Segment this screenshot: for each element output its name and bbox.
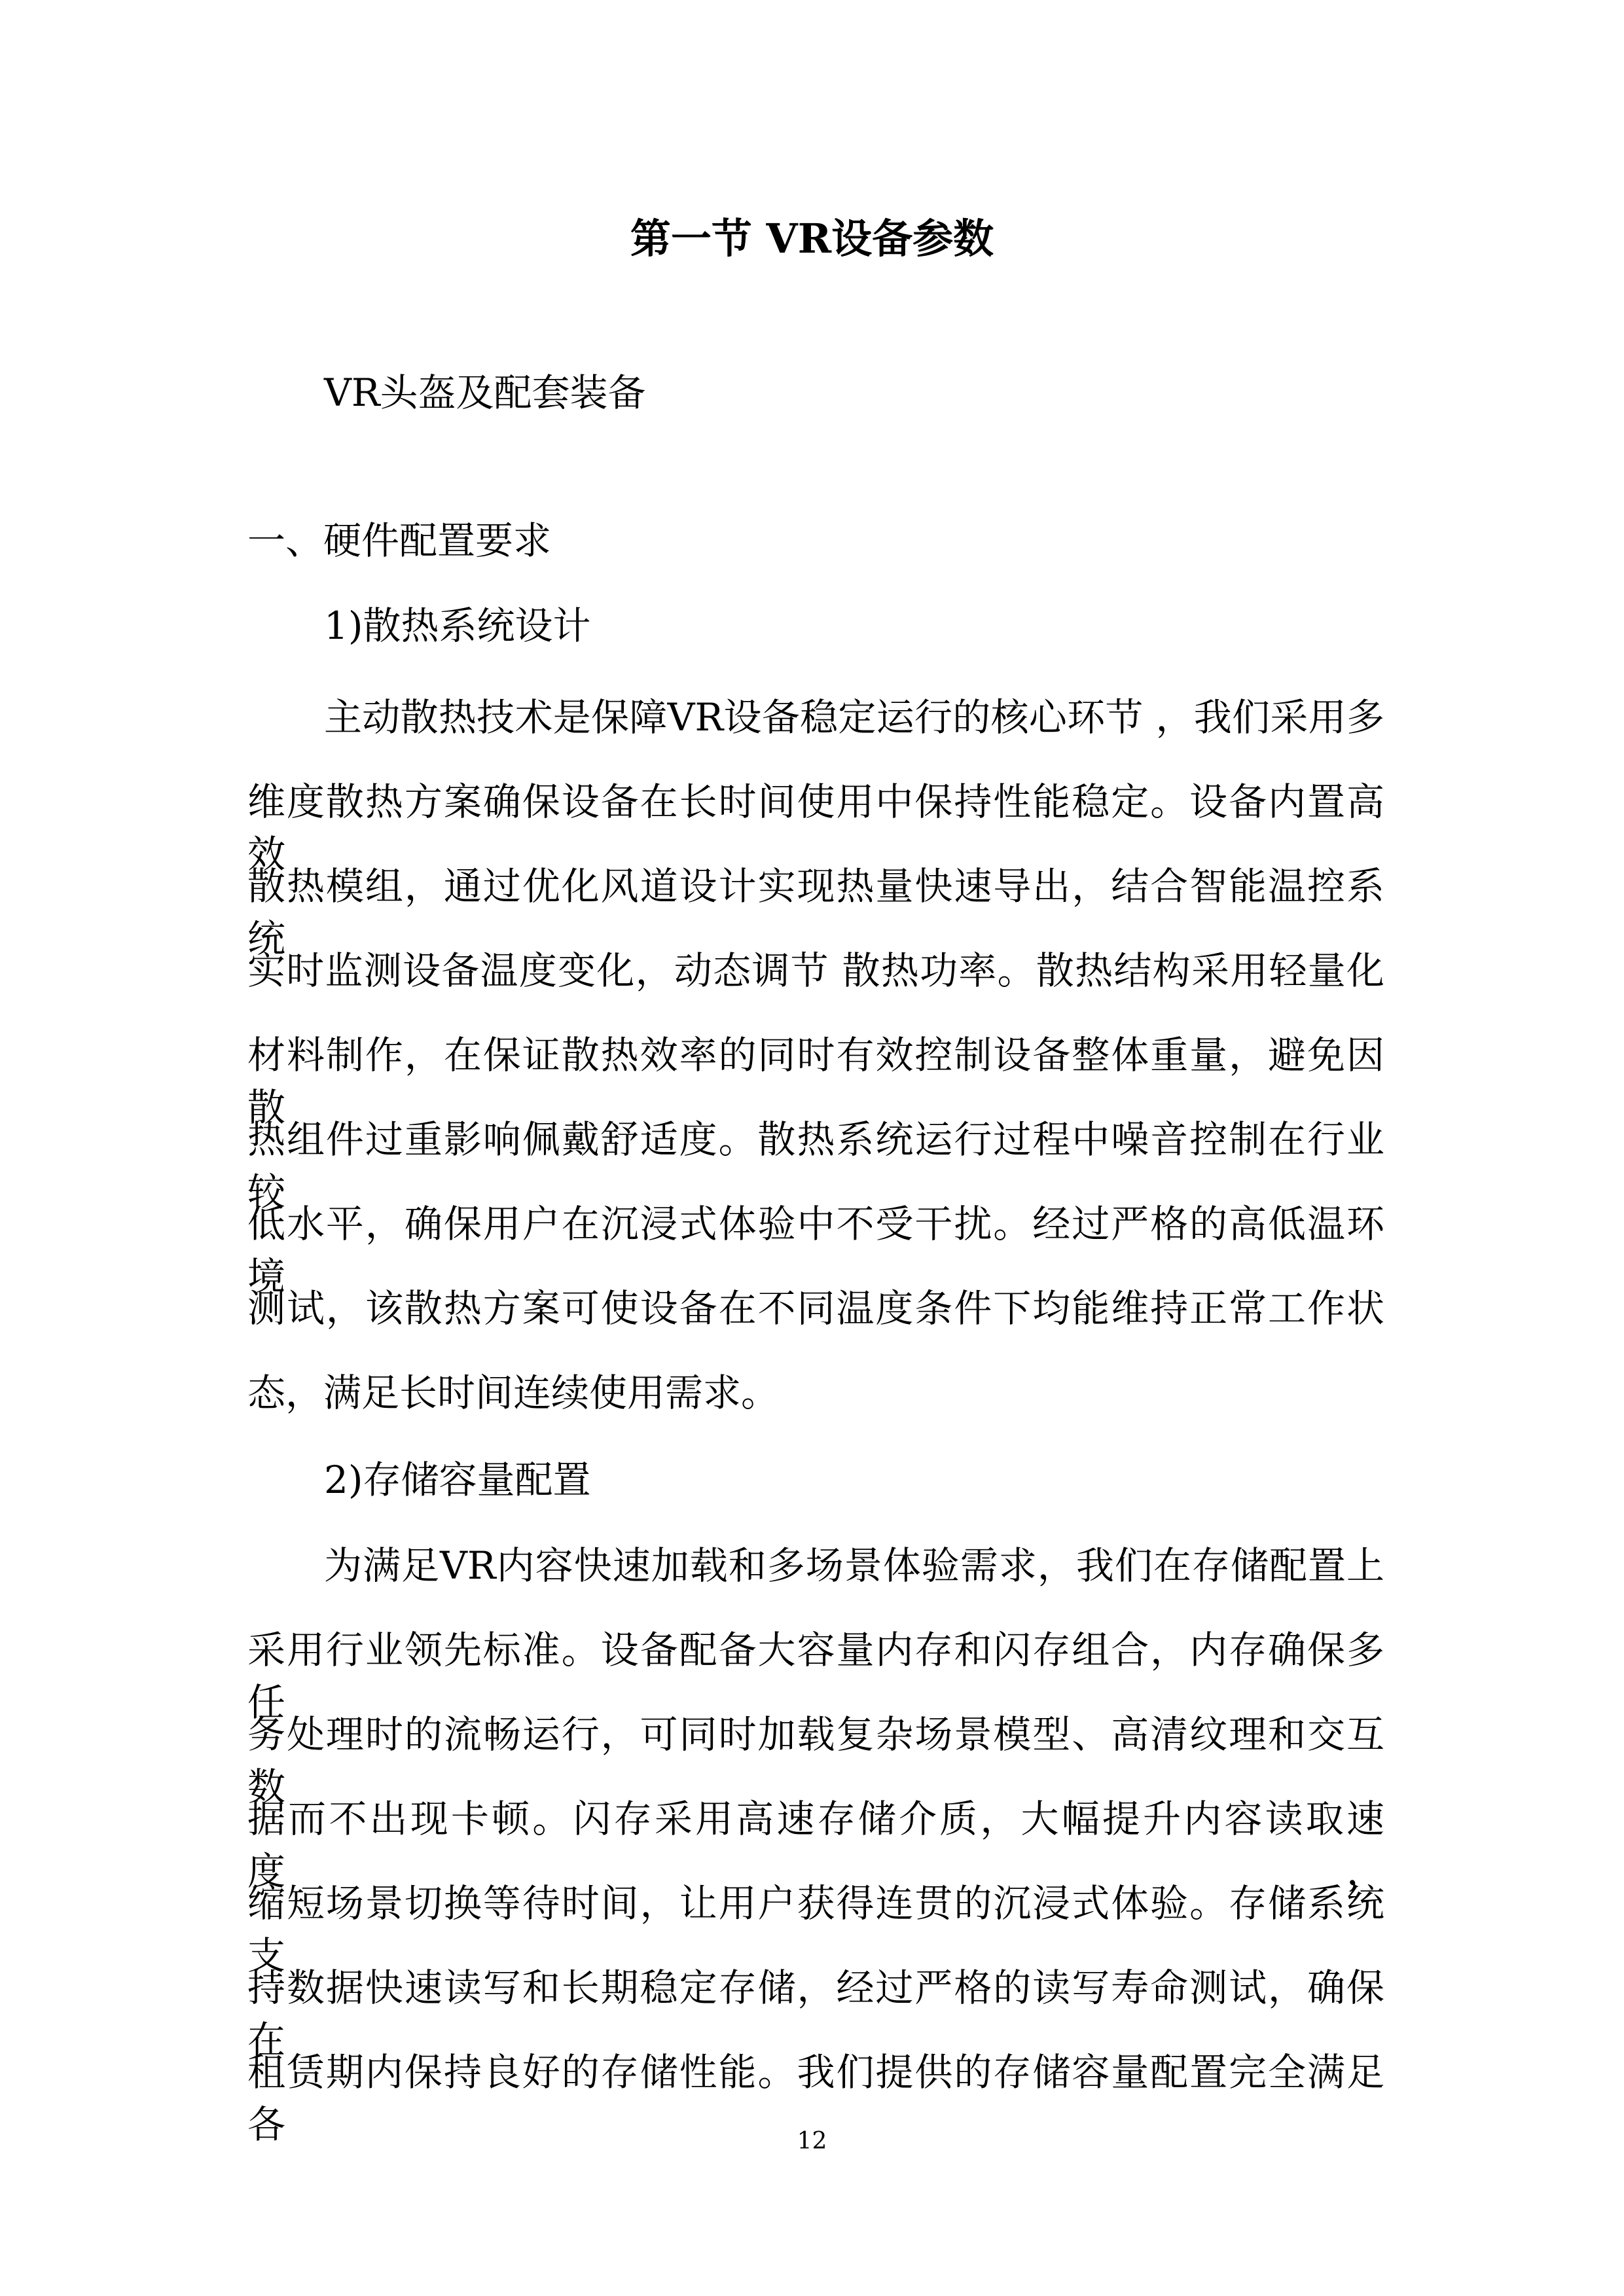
paragraph-line: 租赁期内保持良好的存储性能。我们提供的存储容量配置完全满足各 <box>247 2050 1384 2147</box>
paragraph-line: 务处理时的流畅运行，可同时加载复杂场景模型、高清纹理和交互数 <box>247 1712 1384 1809</box>
subsection-heading: 2)存储容量配置 <box>324 1458 591 1502</box>
paragraph-line: 热组件过重影响佩戴舒适度。散热系统运行过程中噪音控制在行业较 <box>247 1117 1384 1214</box>
paragraph-line: 为满足VR内容快速加载和多场景体验需求，我们在存储配置上 <box>324 1543 1384 1588</box>
paragraph-line: 采用行业领先标准。设备配备大容量内存和闪存组合，内存确保多任 <box>247 1628 1384 1725</box>
paragraph-line: 低水平，确保用户在沉浸式体验中不受干扰。经过严格的高低温环境 <box>247 1202 1384 1299</box>
page-number: 12 <box>797 2128 827 2155</box>
paragraph-line: 维度散热方案确保设备在长时间使用中保持性能稳定。设备内置高效 <box>247 780 1384 876</box>
section-heading: 一、硬件配置要求 <box>247 518 552 563</box>
paragraph-line: 主动散热技术是保障VR设备稳定运行的核心环节 ，我们采用多 <box>324 695 1384 740</box>
page-title: 第一节 VR设备参数 <box>630 215 994 262</box>
paragraph-line: 据而不出现卡顿。闪存采用高速存储介质，大幅提升内容读取速度， <box>247 1797 1384 1893</box>
paragraph-line: 持数据快速读写和长期稳定存储，经过严格的读写寿命测试，确保在 <box>247 1965 1384 2062</box>
paragraph-line: 材料制作，在保证散热效率的同时有效控制设备整体重量，避免因散 <box>247 1033 1384 1130</box>
paragraph-line: 散热模组，通过优化风道设计实现热量快速导出，结合智能温控系统 <box>247 864 1384 961</box>
paragraph-line: 测试，该散热方案可使设备在不同温度条件下均能维持正常工作状 <box>247 1286 1384 1331</box>
paragraph-line: 态，满足长时间连续使用需求。 <box>247 1371 780 1415</box>
paragraph-line: 缩短场景切换等待时间，让用户获得连贯的沉浸式体验。存储系统支 <box>247 1881 1384 1978</box>
document-subtitle: VR头盔及配套装备 <box>324 370 646 415</box>
subsection-heading: 1)散热系统设计 <box>324 603 591 648</box>
paragraph-line: 实时监测设备温度变化，动态调节 散热功率。散热结构采用轻量化 <box>247 948 1384 993</box>
